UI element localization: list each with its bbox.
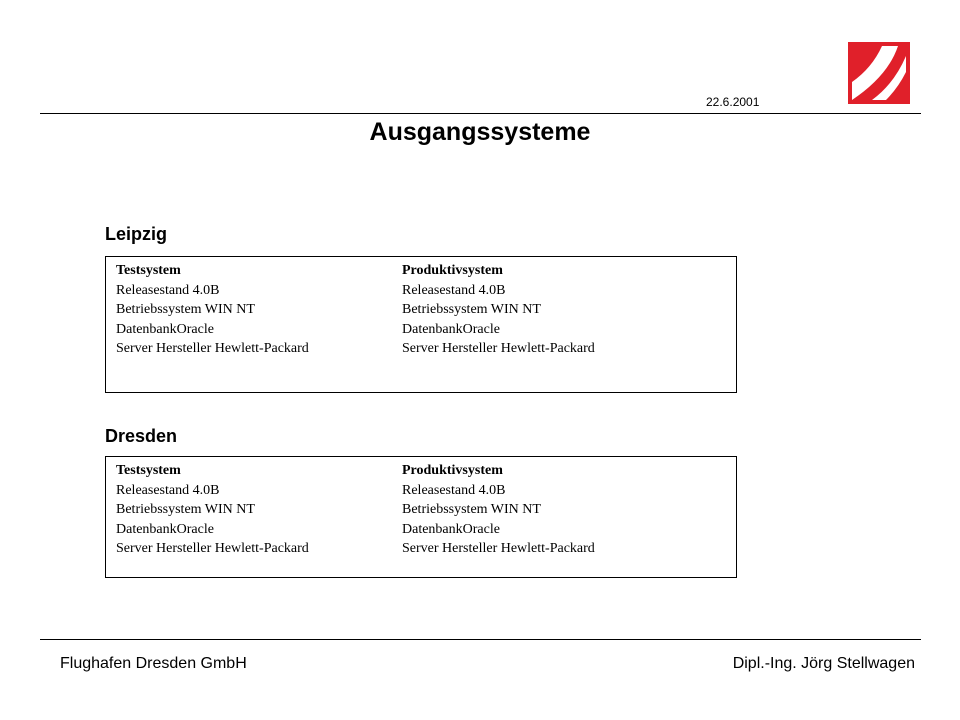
test-system-column — [116, 461, 309, 559]
system-box-dresden — [105, 456, 737, 578]
spec-line: Server Hersteller Hewlett-Packard — [116, 541, 309, 556]
spec-line: DatenbankOracle — [402, 521, 500, 537]
footer-company: Flughafen Dresden GmbH — [60, 655, 247, 672]
spec-line: DatenbankOracle — [116, 321, 214, 337]
header-divider — [40, 113, 921, 114]
spec-line: Releasestand 4.0B — [402, 482, 506, 498]
spec-line: Betriebssystem WIN NT — [402, 502, 541, 517]
spec-line: DatenbankOracle — [116, 521, 214, 537]
column-title: Testsystem — [116, 463, 181, 478]
spec-line: Betriebssystem WIN NT — [402, 302, 541, 317]
prod-system-column — [402, 261, 595, 359]
column-title: Produktivsystem — [402, 463, 503, 478]
test-system-column — [116, 261, 309, 359]
spec-line: Releasestand 4.0B — [116, 482, 220, 498]
spec-line: Betriebssystem WIN NT — [116, 302, 255, 317]
spec-line: DatenbankOracle — [402, 321, 500, 337]
spec-line: Releasestand 4.0B — [116, 282, 220, 298]
section-heading-leipzig: Leipzig — [105, 224, 167, 244]
column-title: Produktivsystem — [402, 263, 503, 278]
system-box-leipzig — [105, 256, 737, 393]
spec-line: Server Hersteller Hewlett-Packard — [116, 341, 309, 356]
spec-line: Server Hersteller Hewlett-Packard — [402, 341, 595, 356]
footer-divider — [40, 639, 921, 640]
section-heading-dresden: Dresden — [105, 426, 178, 446]
airport-logo-icon — [848, 42, 910, 104]
date-label: 22.6.2001 — [706, 95, 760, 109]
spec-line: Server Hersteller Hewlett-Packard — [402, 541, 595, 556]
spec-line: Betriebssystem WIN NT — [116, 502, 255, 517]
page-title: Ausgangssysteme — [369, 118, 591, 146]
spec-line: Releasestand 4.0B — [402, 282, 506, 298]
column-title: Testsystem — [116, 263, 181, 278]
prod-system-column — [402, 461, 595, 559]
footer-author: Dipl.-Ing. Jörg Stellwagen — [732, 655, 915, 672]
